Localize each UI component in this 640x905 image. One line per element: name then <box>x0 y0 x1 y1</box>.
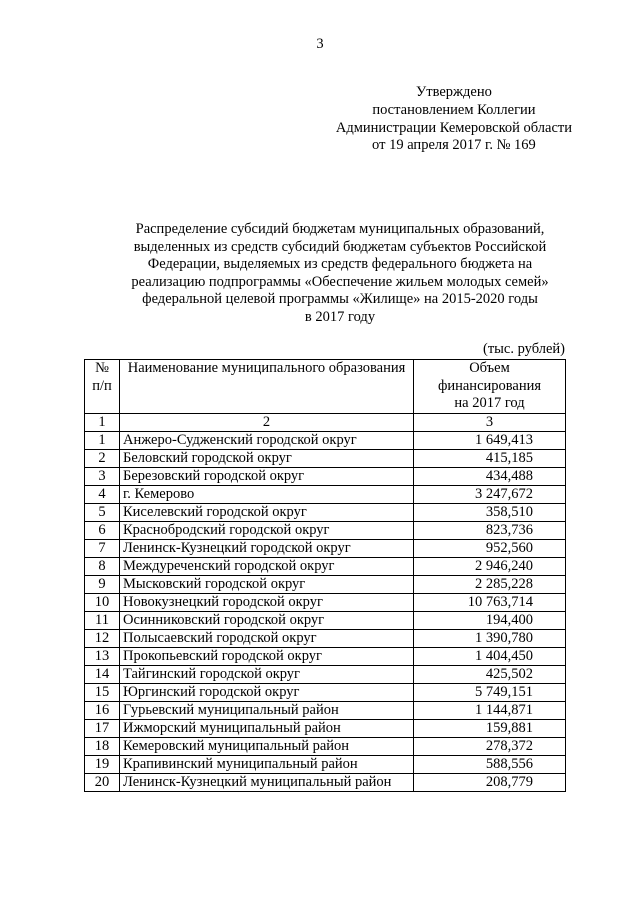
title-line: выделенных из средств субсидий бюджетам субъектов Российской <box>133 238 547 255</box>
col-number: 1 <box>85 414 120 432</box>
row-amount: 2 285,228 <box>414 576 566 594</box>
table-row <box>85 630 566 648</box>
subsidy-table <box>84 359 566 792</box>
row-number: 14 <box>85 666 120 684</box>
title-line: Федерации, выделяемых из средств федерального бюджета на <box>147 256 533 273</box>
row-amount: 952,560 <box>414 540 566 558</box>
row-amount: 823,736 <box>414 522 566 540</box>
row-number: 13 <box>85 648 120 666</box>
table-row <box>85 504 566 522</box>
row-amount: 415,185 <box>414 450 566 468</box>
title-line: федеральной целевой программы «Жилище» на 2015-2020 годы <box>142 291 538 308</box>
row-name: Междуреченский городской округ <box>120 558 414 576</box>
row-name: Полысаевский городской округ <box>120 630 414 648</box>
table-row <box>85 720 566 738</box>
table-row <box>85 612 566 630</box>
row-amount: 1 390,780 <box>414 630 566 648</box>
row-number: 9 <box>85 576 120 594</box>
row-number: 17 <box>85 720 120 738</box>
header-amount: Объем финансирования на 2017 год <box>414 360 566 414</box>
row-name: Ленинск-Кузнецкий городской округ <box>120 540 414 558</box>
document-title <box>100 221 580 327</box>
row-number: 1 <box>85 432 120 450</box>
table-row <box>85 558 566 576</box>
approval-line: от 19 апреля 2017 г. № 169 <box>372 137 536 154</box>
row-name: Ленинск-Кузнецкий муниципальный район <box>120 774 414 792</box>
row-name: Березовский городской округ <box>120 468 414 486</box>
table-row <box>85 450 566 468</box>
approval-line: Утверждено <box>415 84 492 100</box>
row-name: Киселевский городской округ <box>120 504 414 522</box>
col-number: 2 <box>120 414 414 432</box>
row-amount: 278,372 <box>414 738 566 756</box>
row-name: Беловский городской округ <box>120 450 414 468</box>
row-amount: 1 144,871 <box>414 702 566 720</box>
row-number: 5 <box>85 504 120 522</box>
table-row <box>85 684 566 702</box>
table-row <box>85 432 566 450</box>
table-row <box>85 468 566 486</box>
table-row <box>85 702 566 720</box>
table-row <box>85 522 566 540</box>
row-number: 19 <box>85 756 120 774</box>
page-number: 3 <box>316 36 324 52</box>
row-name: Мысковский городской округ <box>120 576 414 594</box>
row-name: Крапивинский муниципальный район <box>120 756 414 774</box>
table-row <box>85 486 566 504</box>
row-name: Новокузнецкий городской округ <box>120 594 414 612</box>
unit-label: (тыс. рублей) <box>483 341 565 357</box>
row-number: 10 <box>85 594 120 612</box>
row-name: Юргинский городской округ <box>120 684 414 702</box>
table-header-row <box>85 360 566 414</box>
row-amount: 588,556 <box>414 756 566 774</box>
table-row <box>85 540 566 558</box>
row-number: 11 <box>85 612 120 630</box>
row-name: Прокопьевский городской округ <box>120 648 414 666</box>
row-amount: 10 763,714 <box>414 594 566 612</box>
row-name: Гурьевский муниципальный район <box>120 702 414 720</box>
row-amount: 159,881 <box>414 720 566 738</box>
row-number: 8 <box>85 558 120 576</box>
title-line: реализацию подпрограммы «Обеспечение жильем молодых семей» <box>131 273 549 290</box>
approval-line: постановлением Коллегии <box>372 101 536 118</box>
row-number: 6 <box>85 522 120 540</box>
column-number-row <box>85 414 566 432</box>
row-amount: 434,488 <box>414 468 566 486</box>
row-name: Ижморский муниципальный район <box>120 720 414 738</box>
row-name: Кемеровский муниципальный район <box>120 738 414 756</box>
row-amount: 3 247,672 <box>414 486 566 504</box>
row-amount: 1 649,413 <box>414 432 566 450</box>
row-number: 18 <box>85 738 120 756</box>
row-amount: 208,779 <box>414 774 566 792</box>
row-number: 15 <box>85 684 120 702</box>
row-number: 3 <box>85 468 120 486</box>
row-number: 2 <box>85 450 120 468</box>
row-name: Тайгинский городской округ <box>120 666 414 684</box>
table-row <box>85 576 566 594</box>
table-row <box>85 774 566 792</box>
row-amount: 1 404,450 <box>414 648 566 666</box>
col-number: 3 <box>414 414 566 432</box>
row-name: Краснобродский городской округ <box>120 522 414 540</box>
row-amount: 2 946,240 <box>414 558 566 576</box>
row-number: 4 <box>85 486 120 504</box>
title-line: в 2017 году <box>304 308 376 325</box>
row-number: 16 <box>85 702 120 720</box>
table-row <box>85 666 566 684</box>
row-amount: 194,400 <box>414 612 566 630</box>
approval-block <box>336 84 572 155</box>
row-name: г. Кемерово <box>120 486 414 504</box>
approval-line: Администрации Кемеровской области <box>335 119 572 136</box>
header-name: Наименование муниципального образования <box>120 360 414 414</box>
table-row <box>85 756 566 774</box>
table-row <box>85 648 566 666</box>
table-row <box>85 738 566 756</box>
row-name: Анжеро-Судженский городской округ <box>120 432 414 450</box>
row-amount: 425,502 <box>414 666 566 684</box>
row-number: 20 <box>85 774 120 792</box>
row-name: Осинниковский городской округ <box>120 612 414 630</box>
row-number: 12 <box>85 630 120 648</box>
table-row <box>85 594 566 612</box>
row-amount: 5 749,151 <box>414 684 566 702</box>
row-amount: 358,510 <box>414 504 566 522</box>
row-number: 7 <box>85 540 120 558</box>
header-num: № п/п <box>85 360 120 414</box>
title-line: Распределение субсидий бюджетам муниципальных образований, <box>135 221 545 237</box>
